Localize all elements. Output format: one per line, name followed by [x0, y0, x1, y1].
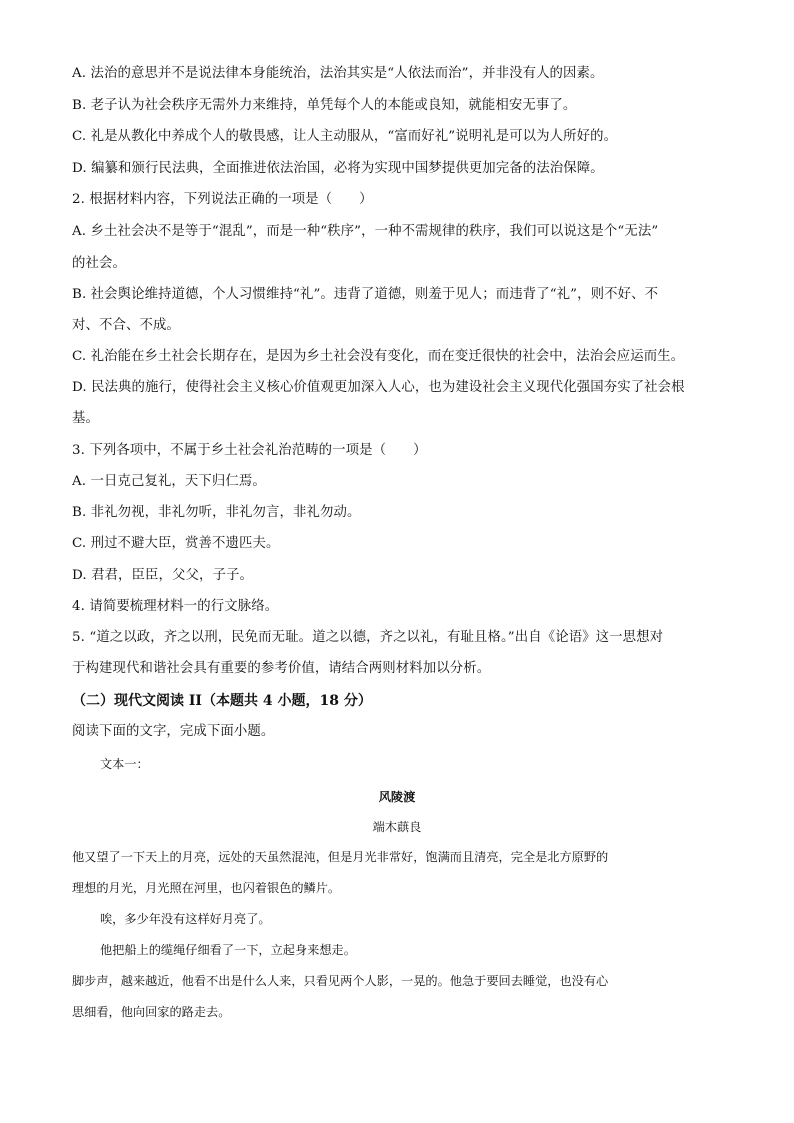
q1-option-c: C. 礼是从教化中养成个人的敬畏感，让人主动服从，“富而好礼”说明礼是可以为人所好的。: [72, 129, 618, 144]
q4-stem: 4. 请简要梳理材料一的行文脉络。: [72, 599, 279, 614]
section-heading: （二）现代文阅读 II（本题共 4 小题，18 分）: [72, 693, 372, 709]
q1-option-b: B. 老子认为社会秩序无需外力来维持，单凭每个人的本能或良知，就能相安无事了。: [72, 98, 577, 113]
section-instruction: 阅读下面的文字，完成下面小题。: [72, 724, 275, 739]
q2-stem: 2. 根据材料内容，下列说法正确的一项是（ ）: [72, 192, 373, 207]
story-paragraph-1-line1: 他又望了一下天上的月亮，远处的天虽然混沌，但是月光非常好，饱满而且清亮，完全是北方原野的: [72, 850, 609, 864]
q3-option-c: C. 刑过不避大臣，赏善不遗匹夫。: [72, 536, 280, 551]
story-title: 风陵渡: [378, 790, 416, 804]
q2-option-a-line1: A. 乡土社会决不是等于“混乱”，而是一种“秩序”，一种不需规律的秩序，我们可以说这是个“无法”: [72, 224, 659, 239]
q1-option-a: A. 法治的意思并不是说法律本身能统治，法治其实是“人依法而治”，并非没有人的因素。: [72, 66, 604, 81]
story-paragraph-4-line2: 思细看，他向回家的路走去。: [72, 1005, 231, 1019]
q2-option-d-line1: D. 民法典的施行，使得社会主义核心价值观更加深入人心，也为建设社会主义现代化强国夯实了社会根: [72, 380, 685, 395]
q3-option-d: D. 君君，臣臣，父父，子子。: [72, 568, 253, 583]
q2-option-c: C. 礼治能在乡土社会长期存在，是因为乡土社会没有变化，而在变迁很快的社会中，法治会应运而生。: [72, 349, 685, 364]
q5-stem-line2: 于构建现代和谐社会具有重要的参考价值，请结合两则材料加以分析。: [72, 661, 491, 676]
q3-stem: 3. 下列各项中，不属于乡土社会礼治范畴的一项是（ ）: [72, 443, 427, 458]
q2-option-b-line2: 对、不合、不成。: [72, 318, 180, 333]
q5-stem-line1: 5. “道之以政，齐之以刑，民免而无耻。道之以德，齐之以礼，有耻且格。”出自《论语》这一思想对: [72, 630, 664, 645]
q2-option-d-line2: 基。: [72, 411, 99, 426]
q3-option-a: A. 一日克己复礼，天下归仁焉。: [72, 474, 266, 489]
story-paragraph-4-line1: 脚步声，越来越近，他看不出是什么人来，只看见两个人影，一晃的。他急于要回去睡觉，也没有心: [72, 974, 609, 988]
text-label: 文本一：: [100, 757, 149, 771]
story-author: 端木蕻良: [372, 820, 422, 834]
q3-option-b: B. 非礼勿视，非礼勿听，非礼勿言，非礼勿动。: [72, 505, 361, 520]
q2-option-b-line1: B. 社会舆论维持道德，个人习惯维持“礼”。违背了道德，则羞于见人；而违背了“礼”，则不好、不: [72, 287, 659, 302]
story-paragraph-3: 他把船上的缆绳仔细看了一下，立起身来想走。: [100, 943, 356, 957]
story-paragraph-2: 唉，多少年没有这样好月亮了。: [100, 912, 271, 926]
story-paragraph-1-line2: 理想的月光，月光照在河里，也闪着银色的鳞片。: [72, 881, 341, 895]
q1-option-d: D. 编纂和颁行民法典，全面推进依法治国，必将为实现中国梦提供更加完备的法治保障。: [72, 161, 604, 176]
q2-option-a-line2: 的社会。: [72, 256, 126, 271]
